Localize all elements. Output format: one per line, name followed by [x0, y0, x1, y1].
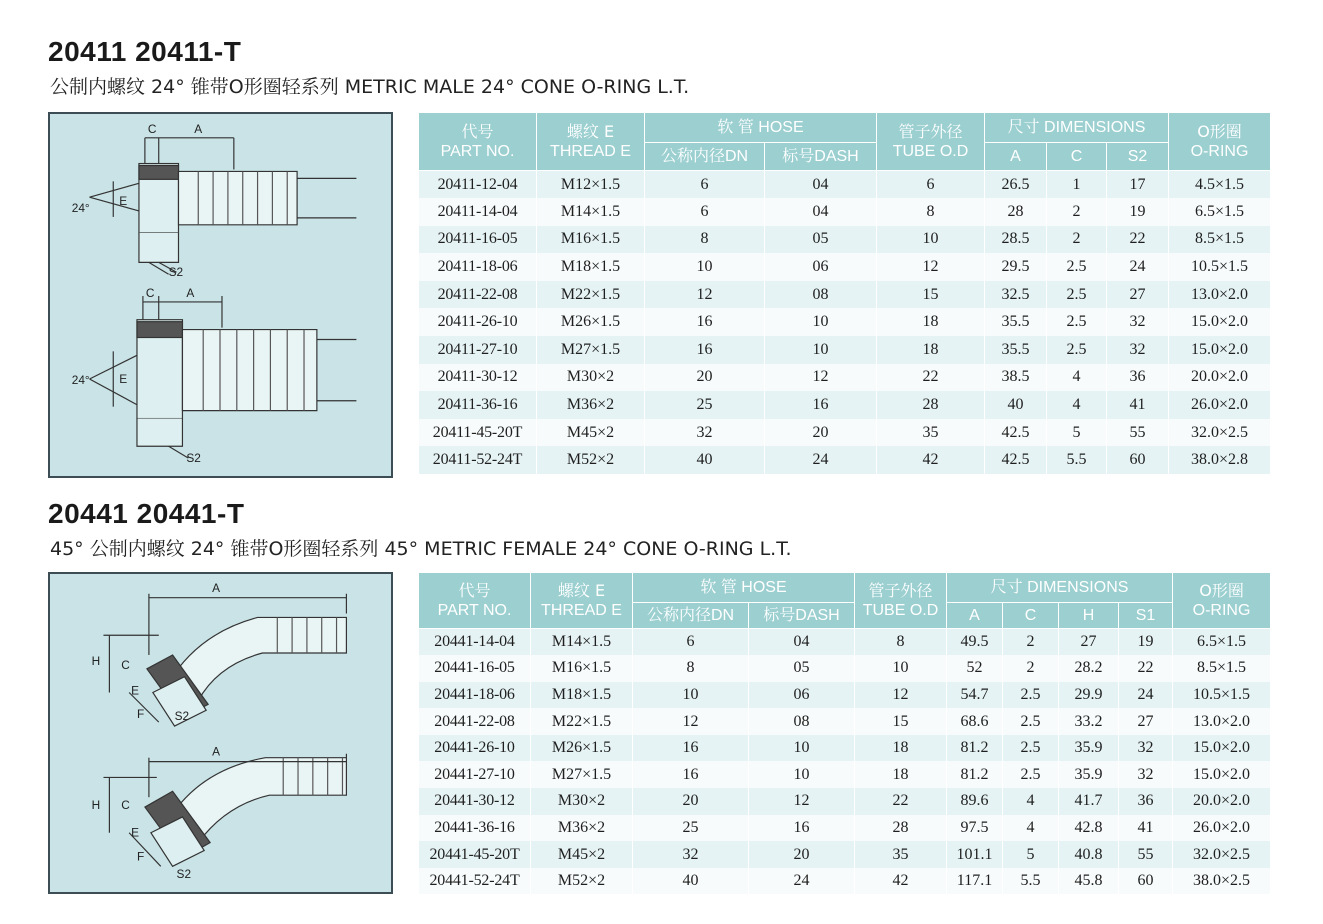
table-cell: 17	[1107, 171, 1169, 199]
table-cell: 12	[633, 708, 749, 735]
table-cell: 49.5	[947, 629, 1003, 656]
table-cell: 13.0×2.0	[1169, 281, 1271, 309]
section2-table-body	[419, 629, 1271, 895]
table-cell: M36×2	[537, 391, 645, 419]
table-cell: 18	[877, 308, 985, 336]
table-cell: 12	[855, 682, 947, 709]
table-cell: 20441-18-06	[419, 682, 531, 709]
header-dim-s1: S1	[1119, 603, 1173, 629]
table-cell: 32.0×2.5	[1173, 841, 1271, 868]
label-h-lower: H	[91, 798, 101, 813]
table-cell: 16	[645, 336, 765, 364]
table-cell: 20411-30-12	[419, 364, 537, 392]
section2-drawing	[48, 572, 393, 894]
table-cell: 52	[947, 655, 1003, 682]
table-cell: 15.0×2.0	[1169, 308, 1271, 336]
table-cell: 20	[765, 419, 877, 447]
table-cell: 60	[1107, 446, 1169, 474]
table-cell: 16	[749, 815, 855, 842]
table-row	[419, 708, 1271, 735]
table-cell: 27	[1119, 708, 1173, 735]
table-cell: 28.5	[985, 226, 1047, 254]
label-c-lower: C	[121, 798, 130, 813]
header-o-ring: O形圈 O-RING	[1169, 113, 1271, 171]
label-a-upper: A	[212, 580, 221, 595]
table-cell: 4	[1003, 815, 1059, 842]
table-cell: 16	[765, 391, 877, 419]
label-e-upper: E	[119, 194, 128, 209]
table-cell: 10	[765, 308, 877, 336]
table-cell: M12×1.5	[537, 171, 645, 199]
table-cell: 35.9	[1059, 735, 1119, 762]
table-cell: 18	[855, 735, 947, 762]
table-cell: 40.8	[1059, 841, 1119, 868]
label-a-lower: A	[186, 285, 195, 300]
table-cell: 29.9	[1059, 682, 1119, 709]
table-cell: 1	[1047, 171, 1107, 199]
label-s-upper: S2	[168, 265, 184, 280]
table-cell: 35.5	[985, 336, 1047, 364]
table-cell: 6	[645, 171, 765, 199]
table-cell: 81.2	[947, 735, 1003, 762]
table-cell: 2.5	[1047, 281, 1107, 309]
table-cell: 20441-22-08	[419, 708, 531, 735]
table-cell: 40	[985, 391, 1047, 419]
table-cell: M27×1.5	[537, 336, 645, 364]
table-cell: 20441-30-12	[419, 788, 531, 815]
table-cell: 10	[749, 735, 855, 762]
table-cell: 2.5	[1003, 735, 1059, 762]
header-dim-a: A	[947, 603, 1003, 629]
table-cell: 4	[1047, 391, 1107, 419]
table-cell: 32	[645, 419, 765, 447]
table-cell: 20.0×2.0	[1173, 788, 1271, 815]
header-dn: 公称内径DN	[633, 603, 749, 629]
table-cell: 27	[1107, 281, 1169, 309]
table-cell: 2.5	[1003, 708, 1059, 735]
table-cell: 22	[855, 788, 947, 815]
table-cell: M14×1.5	[531, 629, 633, 656]
table-cell: 35.9	[1059, 761, 1119, 788]
table-cell: 20411-27-10	[419, 336, 537, 364]
table-cell: 20441-26-10	[419, 735, 531, 762]
table-row	[419, 815, 1271, 842]
fitting-drawing-straight	[50, 114, 391, 476]
header-dim-h: H	[1059, 603, 1119, 629]
table-cell: M14×1.5	[537, 198, 645, 226]
table-cell: M30×2	[537, 364, 645, 392]
table-cell: 18	[877, 336, 985, 364]
header-dim-c: C	[1003, 603, 1059, 629]
table-cell: 22	[1107, 226, 1169, 254]
table-cell: 5.5	[1003, 868, 1059, 895]
table-cell: 08	[749, 708, 855, 735]
label-c-upper: C	[121, 657, 130, 672]
header-dimensions: 尺寸 DIMENSIONS	[985, 113, 1169, 143]
table-cell: 08	[765, 281, 877, 309]
table-cell: 42	[855, 868, 947, 895]
table-cell: 20	[645, 364, 765, 392]
label-c-upper: C	[147, 121, 157, 136]
header-tube-od: 管子外径 TUBE O.D	[877, 113, 985, 171]
table-cell: 8.5×1.5	[1169, 226, 1271, 254]
header-dim-a: A	[985, 143, 1047, 171]
table-row	[419, 171, 1271, 199]
table-row	[419, 336, 1271, 364]
table-cell: 32	[633, 841, 749, 868]
table-cell: 32.5	[985, 281, 1047, 309]
header-dim-s2: S2	[1107, 143, 1169, 171]
table-cell: 26.5	[985, 171, 1047, 199]
table-cell: 28	[855, 815, 947, 842]
table-row	[419, 761, 1271, 788]
table-cell: 24	[1119, 682, 1173, 709]
header-hose: 软 管 HOSE	[645, 113, 877, 143]
label-s-upper: S2	[174, 709, 190, 724]
table-cell: 55	[1119, 841, 1173, 868]
section1-subtitle: 公制内螺纹 24° 锥带O形圈轻系列 METRIC MALE 24° CONE O-RING L.T.	[50, 76, 690, 98]
table-row	[419, 868, 1271, 895]
section1-title: 20411 20411-T	[48, 36, 242, 67]
label-h-upper: H	[91, 653, 101, 668]
table-cell: 06	[765, 253, 877, 281]
header-dimensions: 尺寸 DIMENSIONS	[947, 573, 1173, 603]
table-cell: 04	[749, 629, 855, 656]
table-cell: 41	[1107, 391, 1169, 419]
table-cell: M45×2	[531, 841, 633, 868]
table-cell: 4	[1047, 364, 1107, 392]
table-cell: 38.0×2.5	[1173, 868, 1271, 895]
table-cell: 2	[1047, 226, 1107, 254]
table-cell: 26.0×2.0	[1173, 815, 1271, 842]
table-cell: 4	[1003, 788, 1059, 815]
table-cell: 2	[1003, 629, 1059, 656]
table-cell: 2.5	[1047, 253, 1107, 281]
table-cell: 12	[749, 788, 855, 815]
table-cell: 10	[855, 655, 947, 682]
table-cell: 20411-12-04	[419, 171, 537, 199]
header-thread: 螺纹 E THREAD E	[537, 113, 645, 171]
table-cell: 8	[633, 655, 749, 682]
table-cell: 42.5	[985, 446, 1047, 474]
table-cell: 10.5×1.5	[1169, 253, 1271, 281]
label-a-lower: A	[212, 744, 221, 759]
table-cell: 8	[645, 226, 765, 254]
table-row	[419, 391, 1271, 419]
table-cell: 8	[877, 198, 985, 226]
table-cell: 15	[877, 281, 985, 309]
table-cell: M16×1.5	[537, 226, 645, 254]
table-cell: 32.0×2.5	[1169, 419, 1271, 447]
table-cell: 2.5	[1047, 308, 1107, 336]
table-cell: 2	[1003, 655, 1059, 682]
table-cell: 45.8	[1059, 868, 1119, 895]
table-cell: 33.2	[1059, 708, 1119, 735]
table-cell: 05	[749, 655, 855, 682]
table-cell: 55	[1107, 419, 1169, 447]
table-row	[419, 281, 1271, 309]
table-cell: M26×1.5	[531, 735, 633, 762]
table-cell: M18×1.5	[531, 682, 633, 709]
table-cell: 28.2	[1059, 655, 1119, 682]
table-cell: 12	[877, 253, 985, 281]
table-cell: 6	[877, 171, 985, 199]
table-cell: 28	[877, 391, 985, 419]
table-cell: 20411-22-08	[419, 281, 537, 309]
table-row	[419, 841, 1271, 868]
table-cell: 20	[749, 841, 855, 868]
table-cell: 41	[1119, 815, 1173, 842]
table-cell: 24	[765, 446, 877, 474]
label-s-lower: S2	[176, 867, 192, 882]
table-row	[419, 419, 1271, 447]
table-cell: 27	[1059, 629, 1119, 656]
table-cell: 20411-36-16	[419, 391, 537, 419]
table-cell: 101.1	[947, 841, 1003, 868]
table-cell: 117.1	[947, 868, 1003, 895]
header-part-no: 代号 PART NO.	[419, 113, 537, 171]
label-angle-upper: 24°	[71, 200, 90, 215]
table-row	[419, 253, 1271, 281]
table-cell: 97.5	[947, 815, 1003, 842]
table-cell: 19	[1119, 629, 1173, 656]
table-cell: 16	[645, 308, 765, 336]
table-cell: M22×1.5	[537, 281, 645, 309]
table-cell: 2.5	[1047, 336, 1107, 364]
table-cell: M18×1.5	[537, 253, 645, 281]
table-cell: 15.0×2.0	[1169, 336, 1271, 364]
table-cell: 06	[749, 682, 855, 709]
table-cell: 12	[765, 364, 877, 392]
table-cell: 20411-18-06	[419, 253, 537, 281]
table-cell: 8	[855, 629, 947, 656]
table-cell: 6.5×1.5	[1173, 629, 1271, 656]
table-cell: 20411-52-24T	[419, 446, 537, 474]
table-cell: 28	[985, 198, 1047, 226]
table-cell: M36×2	[531, 815, 633, 842]
table-cell: M52×2	[537, 446, 645, 474]
header-hose: 软 管 HOSE	[633, 573, 855, 603]
table-cell: M45×2	[537, 419, 645, 447]
table-cell: 22	[1119, 655, 1173, 682]
table-cell: 81.2	[947, 761, 1003, 788]
table-cell: 42.8	[1059, 815, 1119, 842]
table-cell: 20411-14-04	[419, 198, 537, 226]
table-cell: 15.0×2.0	[1173, 761, 1271, 788]
table-cell: 04	[765, 171, 877, 199]
table-row	[419, 446, 1271, 474]
table-cell: 42.5	[985, 419, 1047, 447]
table-cell: M16×1.5	[531, 655, 633, 682]
table-cell: 20441-52-24T	[419, 868, 531, 895]
table-cell: 20441-14-04	[419, 629, 531, 656]
table-cell: 20	[633, 788, 749, 815]
table-cell: 24	[749, 868, 855, 895]
table-cell: M30×2	[531, 788, 633, 815]
table-cell: 41.7	[1059, 788, 1119, 815]
header-dim-c: C	[1047, 143, 1107, 171]
table-row	[419, 629, 1271, 656]
table-cell: 16	[633, 735, 749, 762]
table-cell: 20.0×2.0	[1169, 364, 1271, 392]
table-cell: 20411-45-20T	[419, 419, 537, 447]
header-thread: 螺纹 E THREAD E	[531, 573, 633, 629]
table-cell: 40	[645, 446, 765, 474]
section1-spec-table	[418, 112, 1271, 474]
table-cell: 15.0×2.0	[1173, 735, 1271, 762]
header-dn: 公称内径DN	[645, 143, 765, 171]
label-e-upper: E	[131, 683, 140, 698]
table-cell: 20441-27-10	[419, 761, 531, 788]
label-s-lower: S2	[186, 451, 201, 466]
table-cell: 5	[1047, 419, 1107, 447]
table-cell: 29.5	[985, 253, 1047, 281]
table-cell: 20411-26-10	[419, 308, 537, 336]
table-row	[419, 788, 1271, 815]
table-row	[419, 364, 1271, 392]
table-cell: 38.0×2.8	[1169, 446, 1271, 474]
table-cell: 20411-16-05	[419, 226, 537, 254]
fitting-drawing-45deg	[50, 574, 391, 892]
table-row	[419, 682, 1271, 709]
header-dash: 标号DASH	[749, 603, 855, 629]
section1-drawing	[48, 112, 393, 478]
table-cell: 10	[645, 253, 765, 281]
table-cell: 12	[645, 281, 765, 309]
label-f-upper: F	[137, 707, 145, 722]
label-e-lower: E	[131, 825, 140, 840]
table-cell: 20441-16-05	[419, 655, 531, 682]
table-cell: 32	[1107, 336, 1169, 364]
table-cell: 5	[1003, 841, 1059, 868]
table-row	[419, 198, 1271, 226]
table-cell: 42	[877, 446, 985, 474]
table-cell: 20441-36-16	[419, 815, 531, 842]
table-cell: 38.5	[985, 364, 1047, 392]
table-cell: 6	[633, 629, 749, 656]
table-cell: 32	[1119, 761, 1173, 788]
table-cell: 32	[1119, 735, 1173, 762]
table-cell: 5.5	[1047, 446, 1107, 474]
label-e-lower: E	[119, 371, 128, 386]
header-dash: 标号DASH	[765, 143, 877, 171]
table-cell: 25	[633, 815, 749, 842]
table-cell: 32	[1107, 308, 1169, 336]
table-cell: 54.7	[947, 682, 1003, 709]
table-cell: M52×2	[531, 868, 633, 895]
section1-table-body	[419, 171, 1271, 475]
table-cell: 2	[1047, 198, 1107, 226]
table-cell: 10.5×1.5	[1173, 682, 1271, 709]
table-cell: M27×1.5	[531, 761, 633, 788]
table-cell: 40	[633, 868, 749, 895]
label-a-upper: A	[194, 121, 203, 136]
table-cell: 89.6	[947, 788, 1003, 815]
table-cell: 2.5	[1003, 682, 1059, 709]
table-cell: 05	[765, 226, 877, 254]
table-row	[419, 226, 1271, 254]
table-cell: M26×1.5	[537, 308, 645, 336]
table-cell: 6.5×1.5	[1169, 198, 1271, 226]
table-cell: 20441-45-20T	[419, 841, 531, 868]
table-row	[419, 655, 1271, 682]
table-cell: 4.5×1.5	[1169, 171, 1271, 199]
section2-spec-table	[418, 572, 1271, 894]
table-row	[419, 735, 1271, 762]
table-cell: 10	[877, 226, 985, 254]
section2-title: 20441 20441-T	[48, 498, 245, 529]
table-cell: 6	[645, 198, 765, 226]
label-angle-lower: 24°	[71, 372, 90, 387]
section2-subtitle: 45° 公制内螺纹 24° 锥带O形圈轻系列 45° METRIC FEMALE 24° CONE O-RING L.T.	[50, 538, 792, 560]
table-cell: 35	[855, 841, 947, 868]
table-cell: 10	[633, 682, 749, 709]
header-part-no: 代号 PART NO.	[419, 573, 531, 629]
table-cell: 2.5	[1003, 761, 1059, 788]
table-cell: 16	[633, 761, 749, 788]
table-cell: 60	[1119, 868, 1173, 895]
header-o-ring: O形圈 O-RING	[1173, 573, 1271, 629]
table-cell: 10	[749, 761, 855, 788]
table-cell: M22×1.5	[531, 708, 633, 735]
table-cell: 18	[855, 761, 947, 788]
table-cell: 15	[855, 708, 947, 735]
table-cell: 68.6	[947, 708, 1003, 735]
table-cell: 35.5	[985, 308, 1047, 336]
table-cell: 8.5×1.5	[1173, 655, 1271, 682]
header-tube-od: 管子外径 TUBE O.D	[855, 573, 947, 629]
label-c-lower: C	[145, 285, 155, 300]
table-cell: 25	[645, 391, 765, 419]
table-cell: 10	[765, 336, 877, 364]
table-cell: 36	[1119, 788, 1173, 815]
table-cell: 36	[1107, 364, 1169, 392]
table-cell: 22	[877, 364, 985, 392]
label-f-lower: F	[137, 849, 145, 864]
table-cell: 35	[877, 419, 985, 447]
table-row	[419, 308, 1271, 336]
table-cell: 24	[1107, 253, 1169, 281]
table-cell: 19	[1107, 198, 1169, 226]
table-cell: 13.0×2.0	[1173, 708, 1271, 735]
table-cell: 04	[765, 198, 877, 226]
table-cell: 26.0×2.0	[1169, 391, 1271, 419]
